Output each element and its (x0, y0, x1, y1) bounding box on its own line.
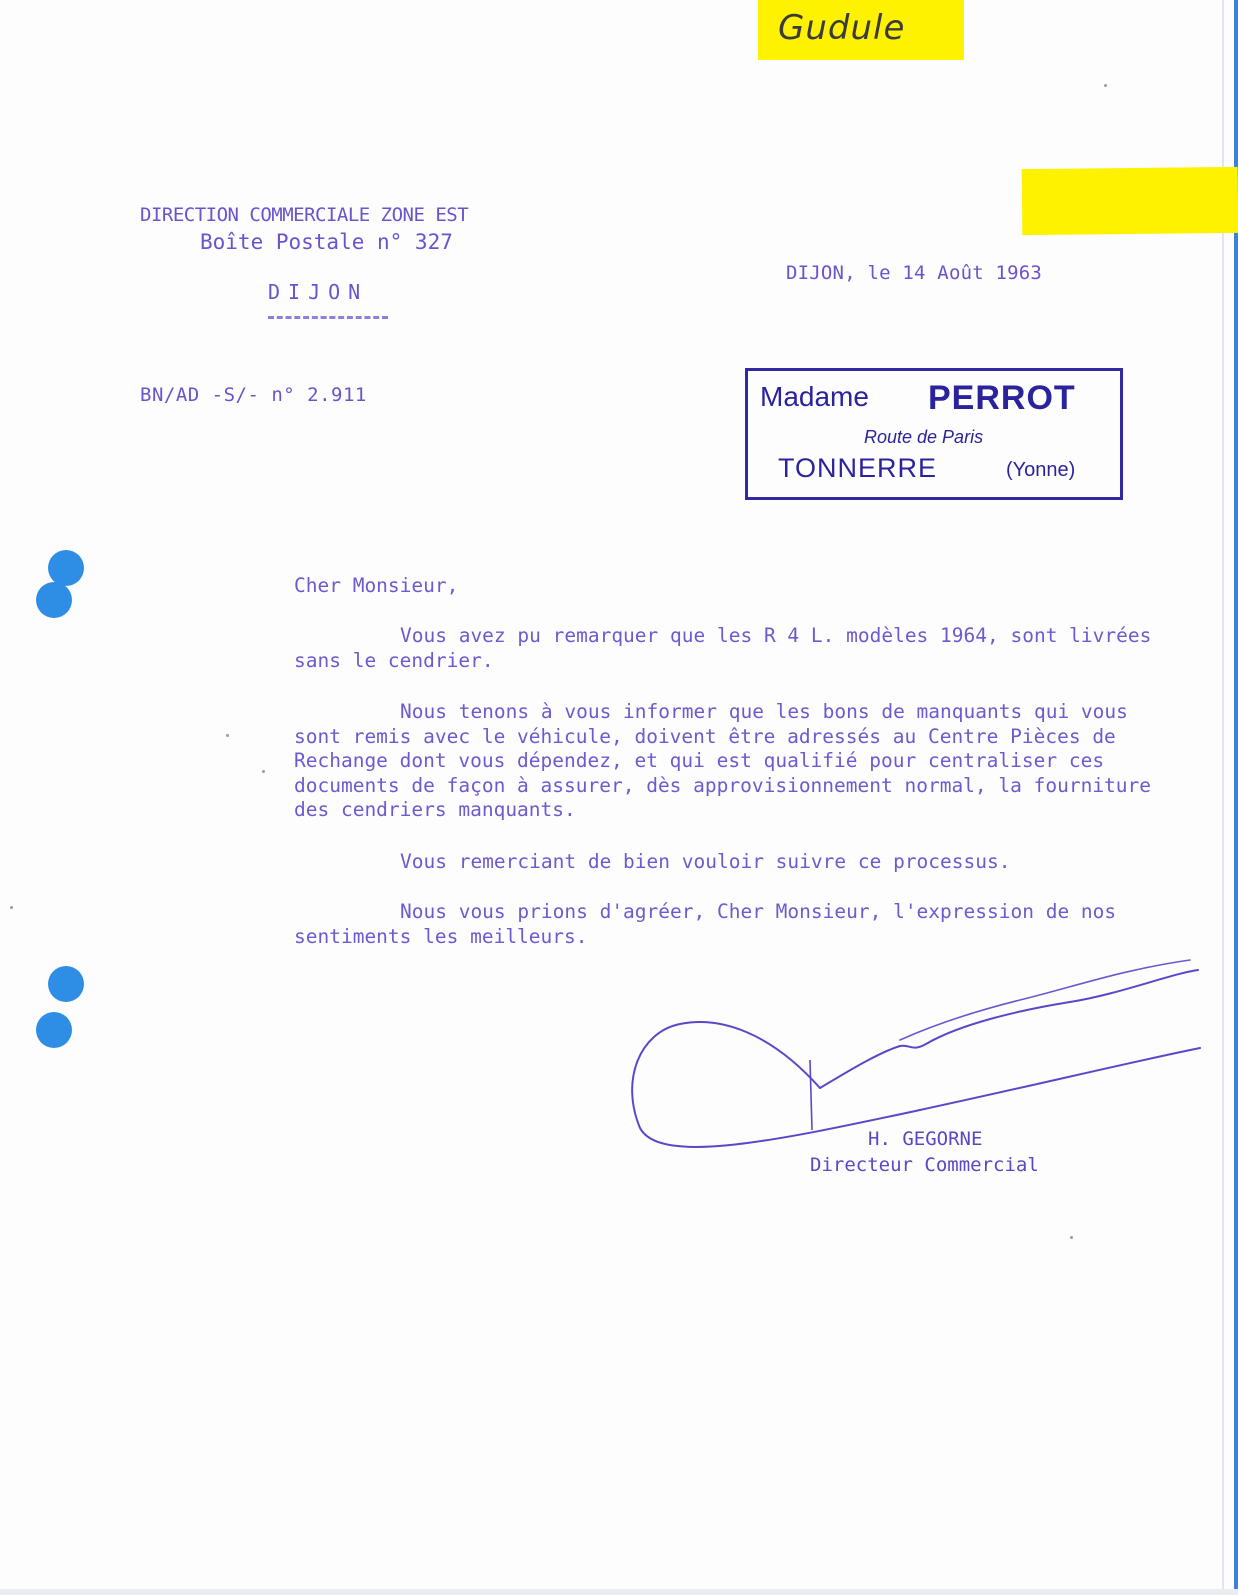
paragraph-line: des cendriers manquants. (294, 798, 576, 821)
salutation: Cher Monsieur, (294, 574, 459, 597)
paragraph-2 (294, 700, 1151, 823)
sticky-note-text: Gudule (778, 8, 906, 48)
paragraph-line: sentiments les meilleurs. (294, 924, 588, 948)
signatory-name: H. GEGORNE (868, 1128, 983, 1150)
paragraph-line: Rechange dont vous dépendez, et qui est qualifié pour centraliser ces (294, 749, 1105, 772)
recipient-street: Route de Paris (864, 427, 984, 447)
paper-edge-shadow (1222, 0, 1224, 1595)
letter-date: DIJON, le 14 Août 1963 (786, 262, 1043, 284)
paragraph-line: Nous tenons à vous informer que les bons de manquants qui vous (400, 700, 1128, 723)
recipient-title: Madame (760, 381, 869, 412)
punch-hole (36, 582, 72, 618)
paragraph-line: Nous vous prions d'agréer, Cher Monsieur, l'expression de nos (400, 900, 1117, 923)
punch-hole (48, 966, 84, 1002)
reference-number: BN/AD -S/- n° 2.911 (140, 384, 367, 406)
sticky-note-right (1022, 167, 1238, 235)
paragraph-3 (294, 850, 1010, 875)
paragraph-1 (294, 624, 1151, 673)
paper-edge-blue (1234, 0, 1238, 1595)
paper-edge-bottom (0, 1589, 1238, 1595)
signatory-role: Directeur Commercial (810, 1154, 1039, 1176)
paragraph-line: Vous avez pu remarquer que les R 4 L. modèles 1964, sont livrées (400, 624, 1152, 647)
paper-speck (226, 734, 229, 737)
recipient-city: TONNERRE (778, 453, 938, 483)
paper-speck (1070, 1236, 1073, 1239)
recipient-surname: PERROT (928, 379, 1076, 417)
paragraph-line: sans le cendrier. (294, 648, 494, 672)
sticky-note-top (758, 0, 964, 60)
punch-hole (36, 1012, 72, 1048)
recipient-region: (Yonne) (1006, 459, 1076, 481)
letterhead-underline (268, 316, 388, 319)
paragraph-line: sont remis avec le véhicule, doivent être adressés au Centre Pièces de (294, 724, 1116, 748)
recipient-address-stamp (745, 368, 1123, 500)
paragraph-line: documents de façon à assurer, dès approvisionnement normal, la fourniture (294, 773, 1152, 797)
letterhead-line-2: Boîte Postale n° 327 (200, 230, 453, 254)
punch-hole (48, 550, 84, 586)
paper-speck (1104, 84, 1107, 87)
letterhead-city: DIJON (268, 280, 369, 304)
paper-speck (262, 770, 265, 773)
letterhead-line-1: DIRECTION COMMERCIALE ZONE EST (140, 204, 469, 226)
paper-speck (10, 906, 13, 909)
paragraph-line: Vous remerciant de bien vouloir suivre ce processus. (400, 850, 1011, 873)
